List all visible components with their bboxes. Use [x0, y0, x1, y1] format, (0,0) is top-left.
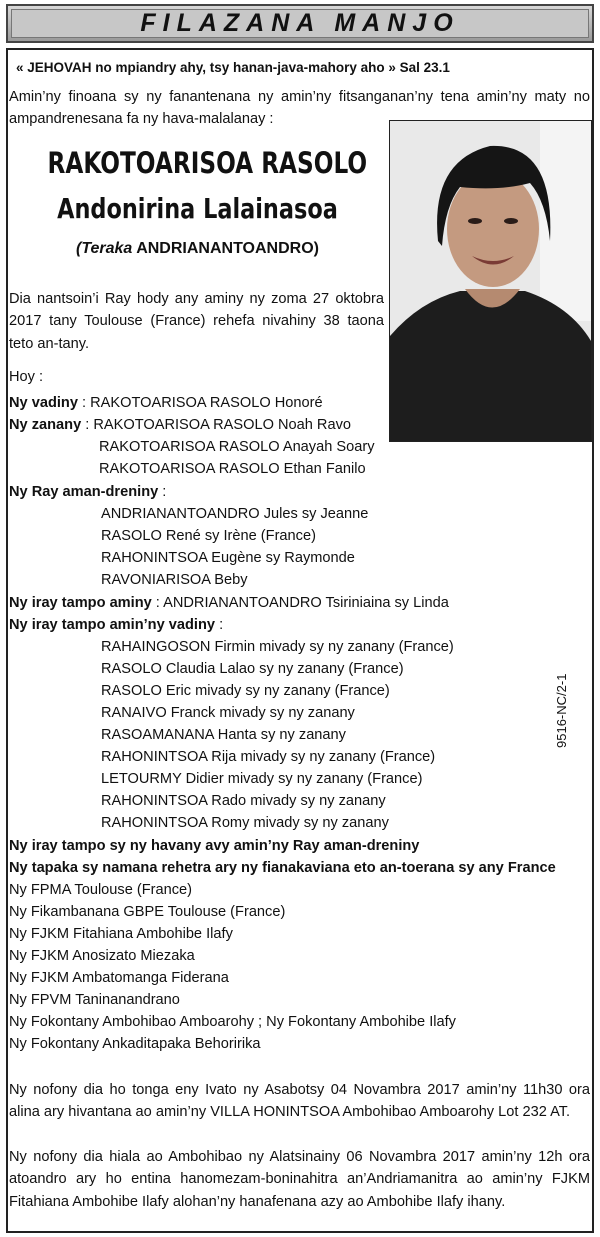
iray-vadiny-item: RASOLO Eric mivady sy ny zanany (France): [101, 683, 390, 699]
portrait-image: [390, 121, 591, 441]
vady-line: [9, 395, 323, 411]
zanany-first: : RAKOTOARISOA RASOLO Noah Ravo: [81, 417, 352, 433]
org-item: Ny FPMA Toulouse (France): [9, 882, 193, 898]
vady-value: : RAKOTOARISOA RASOLO Honoré: [77, 395, 323, 411]
org-item: Ny Fikambanana GBPE Toulouse (France): [9, 904, 286, 920]
iray-aminy-label: Ny iray tampo aminy: [9, 595, 152, 611]
org-item: Ny FJKM Ambatomanga Fiderana: [9, 970, 229, 986]
iray-vadiny-item: RAHONINTSOA Rado mivady sy ny zanany: [101, 793, 386, 809]
zanany-item: RAKOTOARISOA RASOLO Ethan Fanilo: [99, 461, 366, 477]
org-item: Ny FJKM Fitahiana Ambohibe Ilafy: [9, 926, 233, 942]
zanany-label: Ny zanany: [9, 417, 82, 433]
ray-colon: :: [158, 484, 167, 500]
header-banner: [6, 4, 594, 43]
org-item: Ny Fokontany Ambohibao Amboarohy ; Ny Fokontany Ambohibe Ilafy: [9, 1014, 456, 1030]
iray-vadiny-item: RAHONINTSOA Rija mivady sy ny zanany (France): [101, 749, 436, 765]
maiden-name: [10, 240, 385, 258]
iray-vadiny-item: RASOAMANANA Hanta sy ny zanany: [101, 727, 346, 743]
hoy-label: Hoy :: [9, 369, 44, 385]
header-banner-inner: [11, 9, 589, 38]
ray-line: [9, 484, 166, 500]
teraka-prefix: (Teraka: [76, 240, 133, 257]
vady-label: Ny vadiny: [9, 395, 78, 411]
iray-aminy-value: : ANDRIANANTOANDRO Tsiriniaina sy Linda: [151, 595, 449, 611]
portrait-photo: [389, 120, 592, 442]
iray-aminy-line: [9, 595, 449, 611]
tapaka-line: Ny tapaka sy namana rehetra ary ny fianakaviana eto an-toerana sy any France: [9, 860, 556, 876]
iray-vadiny-colon: :: [215, 617, 224, 633]
bible-verse: « JEHOVAH no mpiandry ahy, tsy hanan-java-mahory aho » Sal 23.1: [16, 60, 450, 75]
ray-item: ANDRIANANTOANDRO Jules sy Jeanne: [101, 506, 369, 522]
org-item: Ny Fokontany Ankaditapaka Behoririka: [9, 1036, 261, 1052]
iray-vadiny-item: RAHAINGOSON Firmin mivady sy ny zanany (France): [101, 639, 454, 655]
reference-code: 9516-NC/2-1: [554, 673, 569, 748]
burial-paragraph: Ny nofony dia hiala ao Ambohibao ny Alatsinainy 06 Novambra 2017 amin’ny 12h ora atoandro ary ho entina hanomezam-boninahitra an’Andriamanitra ao amin’ny FJKM Fitahiana Ambohibe Ilafy alohan’ny hanafenana azy ao Ambohibe Ilafy ihany.: [9, 1149, 590, 1210]
iray-vadiny-item: RANAIVO Franck mivady sy ny zanany: [101, 705, 355, 721]
death-announcement: Dia nantsoin’i Ray hody any aminy ny zoma 27 oktobra 2017 tany Toulouse (France) rehefa nivahiny 38 taona teto an-tany.: [9, 291, 384, 352]
deceased-surname: RAKOTOARISOA RASOLO: [47, 146, 368, 180]
havany-line: Ny iray tampo sy ny havany avy amin’ny Ray aman-dreniny: [9, 838, 420, 854]
iray-vadiny-line: [9, 617, 223, 633]
org-item: Ny FPVM Taninanandrano: [9, 992, 180, 1008]
zanany-line: [9, 417, 351, 433]
ray-item: RAHONINTSOA Eugène sy Raymonde: [101, 550, 355, 566]
ray-item: RASOLO René sy Irène (France): [101, 528, 316, 544]
intro-text: Amin’ny finoana sy ny fanantenana ny amin’ny fitsanganan’ny tena amin’ny maty no ampandrenesana fa ny hava-malalanay :: [9, 89, 590, 128]
deceased-given-names: Andonirina Lalainasoa: [57, 192, 338, 225]
iray-vadiny-item: LETOURMY Didier mivady sy ny zanany (France): [101, 771, 423, 787]
iray-vadiny-label: Ny iray tampo amin’ny vadiny: [9, 617, 216, 633]
iray-vadiny-item: RASOLO Claudia Lalao sy ny zanany (France): [101, 661, 404, 677]
ray-item: RAVONIARISOA Beby: [101, 572, 248, 588]
org-item: Ny FJKM Anosizato Miezaka: [9, 948, 195, 964]
zanany-item: RAKOTOARISOA RASOLO Anayah Soary: [99, 439, 375, 455]
iray-vadiny-item: RAHONINTSOA Romy mivady sy ny zanany: [101, 815, 389, 831]
teraka-name: ANDRIANANTOANDRO): [136, 240, 319, 257]
arrival-paragraph: Ny nofony dia ho tonga eny Ivato ny Asabotsy 04 Novambra 2017 amin’ny 11h30 ora alina ary hivantana ao amin’ny VILLA HONINTSOA Ambohibao Amboarohy Lot 232 AT.: [9, 1082, 590, 1121]
page-title: FILAZANA MANJO: [140, 9, 460, 37]
ray-label: Ny Ray aman-dreniny: [9, 484, 159, 500]
